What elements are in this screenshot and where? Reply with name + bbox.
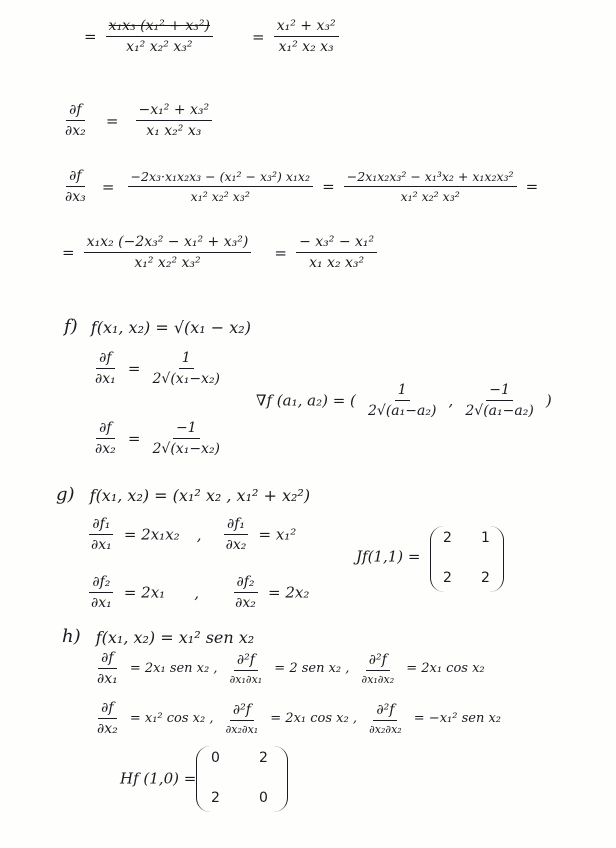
denominator: x₁² x₂² x₃² [400,189,460,204]
denominator: x₁² x₂² x₃² [190,189,250,204]
numerator: ∂f [66,168,84,187]
hessian-lhs: Hf (1,0) = [120,769,197,788]
function-definition: f(x₁, x₂) = √(x₁ − x₂) [90,318,251,337]
derivative-value: = 2 sen x₂ , [274,661,350,676]
partial-derivative [223,702,262,736]
numerator: x₁² + x₃² [274,18,339,37]
fraction [84,234,252,271]
equals-sign: = [525,177,539,196]
numerator: ∂f [96,420,114,439]
comma: , [196,525,202,544]
fraction [274,18,339,55]
partial-derivative [223,516,250,553]
denominator: ∂x₂ [225,537,247,553]
part-label: f) [64,316,78,337]
partial-derivative [92,350,119,387]
equals-sign: = [84,27,97,46]
derivative-value: = 2x₁ cos x₂ [406,661,485,676]
numerator: ∂f [66,102,84,121]
denominator: 2√(x₁−x₂) [152,371,221,387]
denominator: 2√(x₁−x₂) [152,441,221,457]
part-g-row-2 [84,574,309,611]
numerator: ∂²f [234,652,258,671]
partial-derivative [62,102,89,139]
denominator: ∂x₃ [65,189,86,205]
matrix-cell: 2 [443,530,452,546]
equation-line-3 [58,168,538,205]
part-h-heading [62,626,254,647]
equals-sign: = [127,429,141,448]
denominator: ∂x₁ [91,537,112,553]
partial-derivative [232,574,259,611]
derivative-value: = 2x₁ [123,583,166,602]
denominator: x₁ x₂ x₃² [309,255,365,271]
denominator: ∂x₂∂x₁ [225,722,259,736]
numerator: 1 [179,350,194,369]
derivative-value: = −x₁² sen x₂ [413,711,501,726]
numerator: ∂²f [373,702,397,721]
fraction [106,18,213,55]
denominator: ∂x₁∂x₂ [361,672,395,686]
part-f-derivative-1 [88,350,227,387]
numerator: x₁x₃ (x₁² + x₃²) [106,18,213,37]
function-definition: f(x₁, x₂) = (x₁² x₂ , x₁² + x₂²) [89,486,311,505]
fraction [128,169,313,204]
numerator: ∂f [98,700,116,719]
fraction [365,382,439,419]
part-f-gradient [256,382,552,419]
derivative-value: = x₁² cos x₂ , [129,711,214,726]
denominator: ∂x₂∂x₂ [369,722,402,736]
gradient-label: ∇f (a₁, a₂) = ( [256,391,356,410]
matrix-cell: 0 [211,750,220,766]
denominator: ∂x₁ [97,671,118,687]
fraction [150,420,224,457]
denominator: ∂x₂ [95,441,116,457]
numerator: ∂f₂ [234,574,258,593]
denominator: ∂x₁ [95,371,116,387]
part-f-derivative-2 [88,420,227,457]
numerator: ∂f [98,650,116,669]
numerator: ∂f₂ [89,574,113,593]
part-g-row-1 [84,516,296,553]
matrix-cell: 2 [259,750,268,766]
numerator: −1 [173,420,200,439]
numerator: −2x₁x₂x₃² − x₁³x₂ + x₁x₂x₃² [344,169,517,187]
denominator: 2√(a₁−a₂) [368,403,437,419]
numerator: ∂²f [230,702,254,721]
partial-derivative [88,516,115,553]
partial-derivative [366,702,405,736]
function-definition: f(x₁, x₂) = x₁² sen x₂ [95,628,255,647]
numerator: ∂f₁ [224,516,248,535]
denominator: ∂x₂ [65,123,86,139]
equals-sign: = [274,243,287,262]
numerator: − x₃² − x₁² [296,234,377,253]
hessian-matrix [196,746,288,812]
jacobian-matrix [430,526,504,592]
matrix-cell: 0 [259,790,268,806]
partial-derivative [359,652,398,686]
derivative-value: = 2x₂ [268,583,310,602]
equation-line-4 [62,234,381,271]
equals-sign: = [252,27,265,46]
matrix-cell: 1 [481,530,490,546]
fraction [150,350,224,387]
part-f-heading [64,316,251,337]
denominator: x₁ x₂² x₃ [146,123,202,139]
fraction [462,382,536,419]
equation-line-2 [58,102,216,139]
equation-line-1 [84,18,343,55]
numerator: 1 [395,382,410,401]
part-h-row-2 [90,700,501,737]
comma: , [448,391,454,410]
equals-sign: = [322,177,335,196]
equals-sign: = [105,111,119,130]
part-label: h) [62,626,81,647]
partial-derivative [227,652,266,686]
fraction [296,234,377,271]
numerator: ∂f [96,350,114,369]
denominator: ∂x₂ [235,595,256,611]
part-g-heading [56,484,310,505]
paren-close: ) [545,391,552,410]
hessian-label [120,768,196,788]
denominator: x₁² x₂² x₃² [134,255,201,271]
derivative-value: = 2x₁ cos x₂ , [270,711,357,726]
equals-sign: = [127,359,141,378]
denominator: ∂x₂ [97,721,118,737]
fraction [344,169,517,204]
denominator: 2√(a₁−a₂) [465,403,534,419]
matrix-cell: 2 [211,790,220,806]
numerator: ∂²f [366,652,390,671]
denominator: ∂x₁∂x₁ [229,672,263,686]
partial-derivative [62,168,89,205]
derivative-value: = 2x₁ sen x₂ , [129,661,218,676]
partial-derivative [94,650,121,687]
numerator: −2x₃·x₁x₂x₃ − (x₁² − x₃²) x₁x₂ [128,169,313,187]
denominator: x₁² x₂² x₃² [126,39,193,55]
derivative-value: = 2x₁x₂ [123,525,180,544]
denominator: ∂x₁ [91,595,112,611]
denominator: x₁² x₂ x₃ [278,39,334,55]
jacobian-lhs: Jf(1,1) = [356,547,421,566]
part-h-row-1 [90,650,485,687]
numerator: ∂f₁ [89,516,113,535]
numerator: −x₁² + x₃² [136,102,213,121]
equals-sign: = [101,177,115,196]
partial-derivative [92,420,119,457]
partial-derivative [94,700,121,737]
partial-derivative [88,574,115,611]
matrix-cell: 2 [443,570,452,586]
derivative-value: = x₁² [258,525,297,544]
fraction [136,102,213,139]
equals-sign: = [62,243,75,262]
matrix-cell: 2 [481,570,490,586]
part-label: g) [56,484,75,505]
comma: , [194,583,200,602]
jacobian-label [356,546,420,566]
numerator: x₁x₂ (−2x₃² − x₁² + x₃²) [84,234,252,253]
numerator: −1 [486,382,513,401]
